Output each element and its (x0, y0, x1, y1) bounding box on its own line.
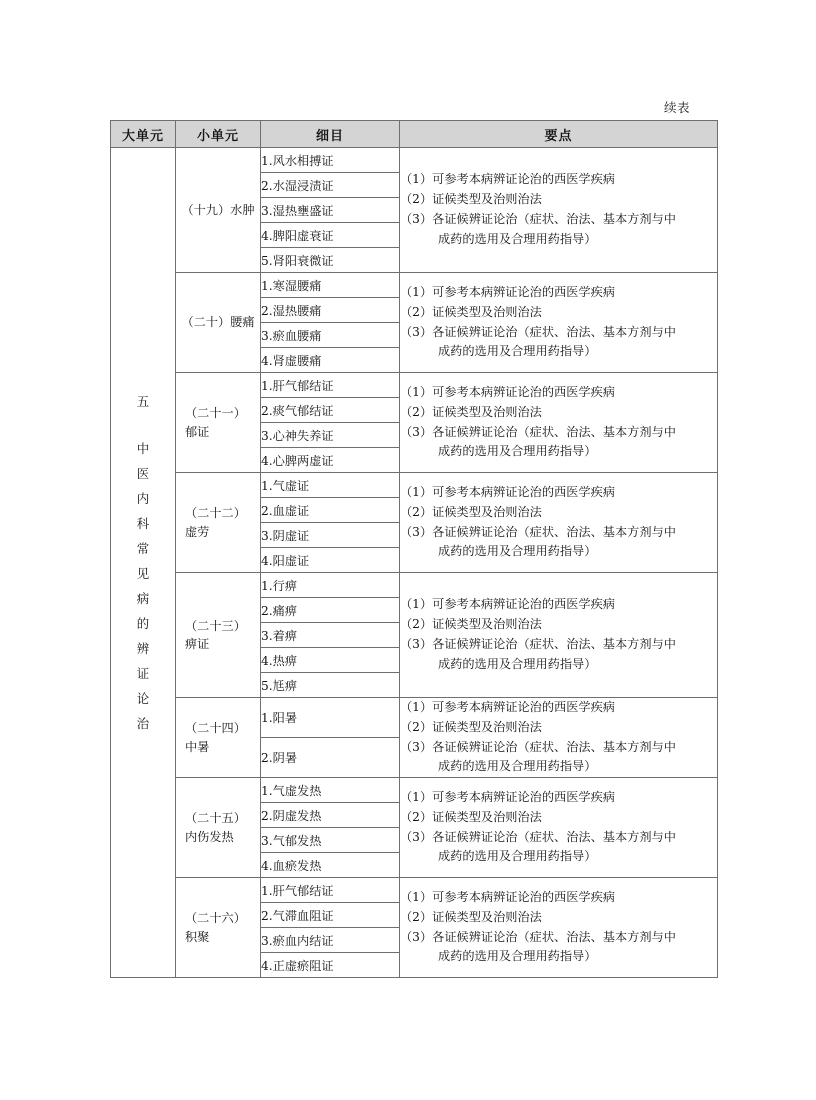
keypoint-line-3: （3）各证候辨证论治（症状、治法、基本方剂与中 (400, 324, 676, 339)
sub-unit-label: 郁证 (185, 424, 210, 439)
detail-item-cell: 3.气郁发热 (261, 828, 400, 853)
keypoint-line-3: （3）各证候辨证论治（症状、治法、基本方剂与中 (400, 524, 676, 539)
detail-item-cell: 3.心神失养证 (261, 423, 400, 448)
sub-unit-label: 积聚 (185, 929, 210, 944)
detail-item-cell: 1.寒湿腰痛 (261, 273, 400, 298)
keypoint-line-1: （1）可参考本病辨证论治的西医学疾病 (400, 484, 615, 499)
big-unit-title-char: 见 (136, 566, 150, 582)
detail-item-cell: 2.水湿浸渍证 (261, 173, 400, 198)
keypoint-line-3: （3）各证候辨证论治（症状、治法、基本方剂与中 (400, 829, 676, 844)
keypoint-line-1: （1）可参考本病辨证论治的西医学疾病 (400, 284, 615, 299)
keypoint-line-2: （2）证候类型及治则治法 (400, 304, 542, 319)
sub-unit-cell (176, 273, 261, 373)
detail-item-cell: 2.痰气郁结证 (261, 398, 400, 423)
keypoint-line-2: （2）证候类型及治则治法 (400, 192, 542, 207)
detail-item-cell: 1.阳暑 (261, 698, 400, 738)
column-header-big-unit: 大单元 (111, 121, 176, 148)
table-row (111, 473, 718, 498)
detail-item-cell: 1.肝气郁结证 (261, 878, 400, 903)
continued-table-label: 续表 (663, 100, 690, 115)
sub-unit-cell (176, 698, 261, 778)
sub-unit-label: （二十）腰痛 (181, 315, 255, 330)
sub-unit-label: （二十四） (185, 721, 246, 736)
big-unit-title-char: 辨 (136, 641, 150, 657)
keypoints-cell (400, 878, 718, 978)
sub-unit-label: （二十六） (185, 911, 246, 926)
column-header-detail: 细目 (261, 121, 400, 148)
table-row (111, 573, 718, 598)
detail-item-cell: 5.尪痹 (261, 673, 400, 698)
keypoint-line-2: （2）证候类型及治则治法 (400, 719, 542, 734)
detail-item-cell: 2.阴虚发热 (261, 803, 400, 828)
detail-item-cell: 3.瘀血内结证 (261, 928, 400, 953)
detail-item-cell: 2.气滞血阻证 (261, 903, 400, 928)
keypoint-line-3: （3）各证候辨证论治（症状、治法、基本方剂与中 (400, 637, 676, 651)
big-unit-title-char: 常 (136, 541, 150, 557)
sub-unit-label: （二十五） (185, 811, 246, 826)
keypoint-line-1: （1）可参考本病辨证论治的西医学疾病 (400, 384, 615, 399)
big-unit-title-char: 的 (136, 616, 150, 632)
table-row (111, 878, 718, 903)
detail-item-cell: 1.气虚证 (261, 473, 400, 498)
detail-item-cell: 1.风水相搏证 (261, 148, 400, 173)
keypoint-line-1: （1）可参考本病辨证论治的西医学疾病 (400, 597, 615, 612)
keypoint-line-2: （2）证候类型及治则治法 (400, 909, 542, 924)
column-header-keypoints: 要点 (400, 121, 718, 148)
detail-item-cell: 4.阳虚证 (261, 548, 400, 573)
keypoint-line-1: （1）可参考本病辨证论治的西医学疾病 (400, 172, 615, 187)
keypoints-cell (400, 778, 718, 878)
big-unit-title-char: 内 (136, 491, 150, 507)
big-unit-title-char: 医 (136, 466, 150, 482)
keypoint-line-3: （3）各证候辨证论治（症状、治法、基本方剂与中 (400, 424, 676, 439)
keypoint-line-2: （2）证候类型及治则治法 (400, 404, 542, 419)
column-header-sub-unit: 小单元 (176, 121, 261, 148)
detail-item-cell: 2.阴暑 (261, 738, 400, 778)
sub-unit-cell (176, 473, 261, 573)
sub-unit-cell (176, 573, 261, 698)
keypoint-line-2: （2）证候类型及治则治法 (400, 504, 542, 519)
detail-item-cell: 4.热痹 (261, 648, 400, 673)
table-header-row (111, 121, 718, 148)
keypoint-line-3-continued: 成药的选用及合理用药指导） (438, 656, 597, 671)
sub-unit-label: 痹证 (185, 637, 210, 651)
big-unit-title-char: 治 (136, 716, 150, 732)
big-unit-number: 五 (136, 394, 150, 410)
keypoint-line-3-continued: 成药的选用及合理用药指导） (438, 759, 597, 774)
detail-item-cell: 3.湿热壅盛证 (261, 198, 400, 223)
keypoints-cell (400, 148, 718, 273)
keypoint-line-1: （1）可参考本病辨证论治的西医学疾病 (400, 790, 615, 805)
keypoint-line-3-continued: 成药的选用及合理用药指导） (438, 231, 597, 246)
sub-unit-label: （十九）水肿 (181, 202, 255, 217)
sub-unit-label: （二十一） (185, 406, 246, 421)
big-unit-title-char: 病 (136, 591, 150, 607)
keypoint-line-2: （2）证候类型及治则治法 (400, 809, 542, 824)
keypoint-line-3-continued: 成药的选用及合理用药指导） (438, 444, 597, 459)
keypoint-line-2: （2）证候类型及治则治法 (400, 617, 542, 632)
keypoint-line-1: （1）可参考本病辨证论治的西医学疾病 (400, 890, 615, 905)
table-row (111, 148, 718, 173)
keypoints-cell (400, 273, 718, 373)
big-unit-title-char: 证 (136, 666, 150, 682)
sub-unit-label: （二十二） (185, 506, 246, 521)
detail-item-cell: 4.心脾两虚证 (261, 448, 400, 473)
big-unit-cell (111, 148, 176, 978)
sub-unit-cell (176, 373, 261, 473)
sub-unit-label: 虚劳 (185, 524, 210, 539)
sub-unit-label: 中暑 (185, 739, 210, 754)
syllabus-table (110, 120, 718, 978)
keypoints-cell (400, 573, 718, 698)
keypoint-line-3-continued: 成药的选用及合理用药指导） (438, 544, 597, 559)
detail-item-cell: 2.血虚证 (261, 498, 400, 523)
detail-item-cell: 3.阴虚证 (261, 523, 400, 548)
sub-unit-cell (176, 778, 261, 878)
sub-unit-cell (176, 148, 261, 273)
keypoint-line-3-continued: 成药的选用及合理用药指导） (438, 949, 597, 964)
detail-item-cell: 4.正虚瘀阻证 (261, 953, 400, 978)
keypoint-line-3: （3）各证候辨证论治（症状、治法、基本方剂与中 (400, 739, 676, 754)
detail-item-cell: 1.行痹 (261, 573, 400, 598)
table-row (111, 373, 718, 398)
detail-item-cell: 4.血瘀发热 (261, 853, 400, 878)
detail-item-cell: 3.瘀血腰痛 (261, 323, 400, 348)
table-row (111, 698, 718, 738)
detail-item-cell: 4.脾阳虚衰证 (261, 223, 400, 248)
table-header (111, 121, 718, 148)
keypoint-line-3-continued: 成药的选用及合理用药指导） (438, 849, 597, 864)
detail-item-cell: 2.湿热腰痛 (261, 298, 400, 323)
keypoint-line-3-continued: 成药的选用及合理用药指导） (438, 344, 597, 359)
big-unit-title-char: 科 (136, 516, 150, 532)
keypoints-cell (400, 373, 718, 473)
table-row (111, 778, 718, 803)
detail-item-cell: 3.着痹 (261, 623, 400, 648)
keypoint-line-3: （3）各证候辨证论治（症状、治法、基本方剂与中 (400, 212, 676, 226)
detail-item-cell: 1.气虚发热 (261, 778, 400, 803)
keypoints-cell (400, 473, 718, 573)
sub-unit-label: （二十三） (185, 618, 246, 633)
table-row (111, 273, 718, 298)
sub-unit-label: 内伤发热 (185, 829, 234, 844)
big-unit-title-char: 中 (136, 441, 150, 457)
keypoints-cell (400, 698, 718, 778)
detail-item-cell: 2.痛痹 (261, 598, 400, 623)
sub-unit-cell (176, 878, 261, 978)
big-unit-title-char: 论 (136, 691, 150, 707)
detail-item-cell: 5.肾阳衰微证 (261, 248, 400, 273)
detail-item-cell: 1.肝气郁结证 (261, 373, 400, 398)
keypoint-line-3: （3）各证候辨证论治（症状、治法、基本方剂与中 (400, 929, 676, 944)
detail-item-cell: 4.肾虚腰痛 (261, 348, 400, 373)
keypoint-line-1: （1）可参考本病辨证论治的西医学疾病 (400, 700, 615, 714)
table-body (111, 148, 718, 978)
